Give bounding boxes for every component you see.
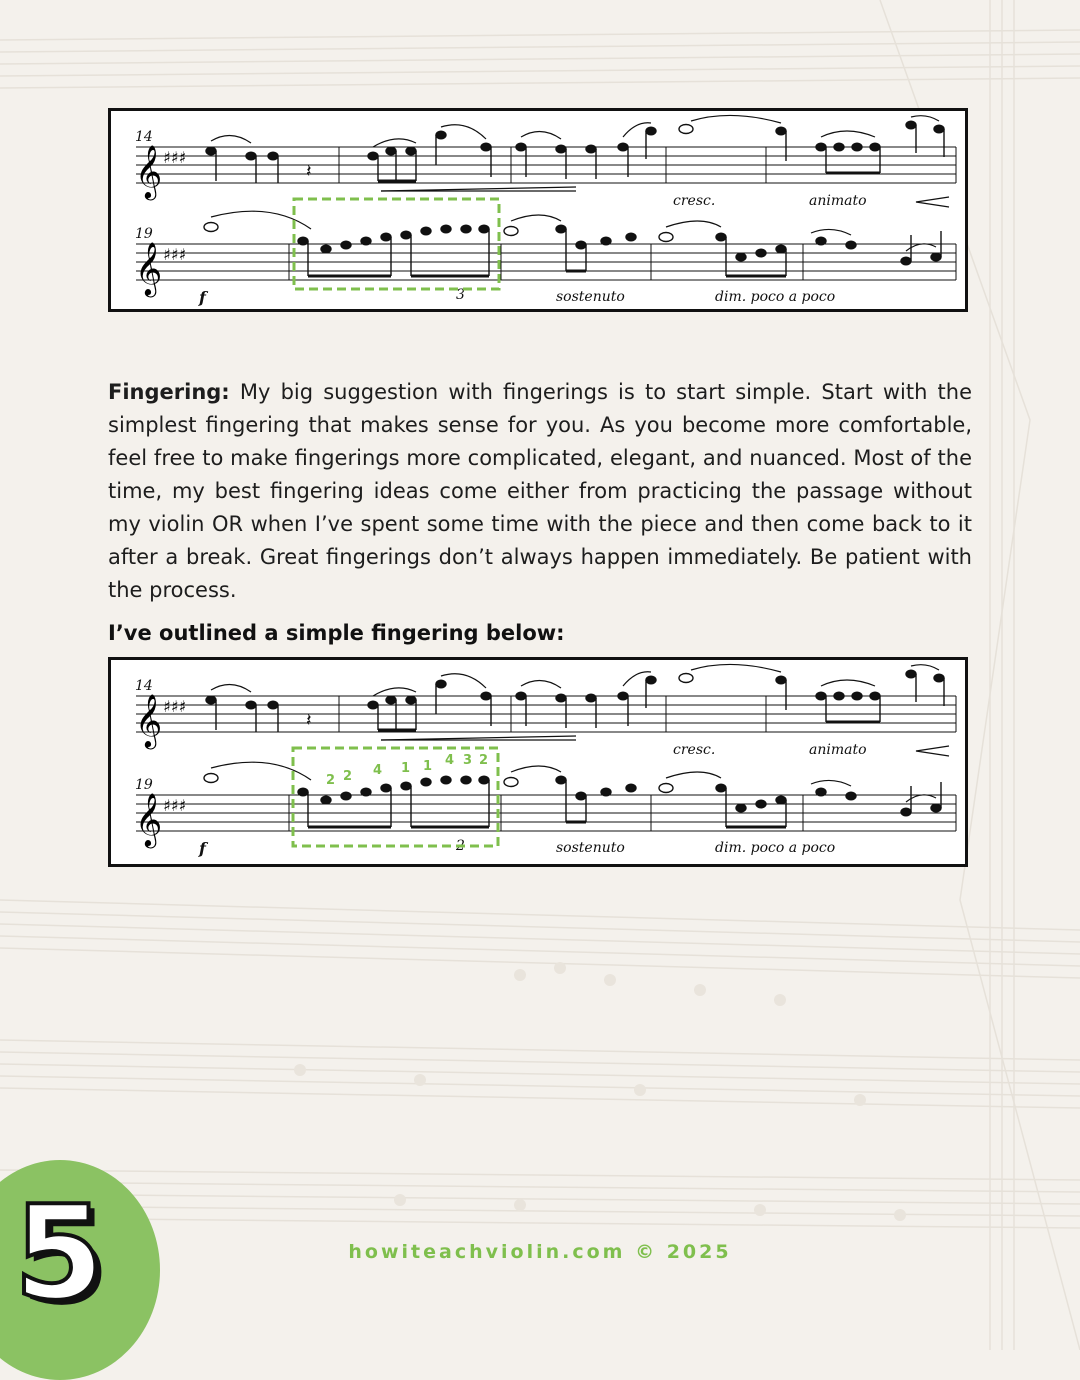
marking-animato: animato xyxy=(809,193,867,209)
measure-number-19: 19 xyxy=(135,777,153,793)
measure-number-14: 14 xyxy=(135,678,153,694)
fingering-number: 4 xyxy=(373,763,383,778)
footer-credit: howiteachviolin.com © 2025 xyxy=(348,1241,732,1263)
subheading: I’ve outlined a simple fingering below: xyxy=(108,621,565,645)
measure-number-19: 19 xyxy=(135,226,153,242)
page-number: 5 xyxy=(14,1177,105,1329)
fingering-number: 2 xyxy=(479,753,489,768)
marking-forte: f xyxy=(199,839,206,858)
svg-text:𝄽: 𝄽 xyxy=(306,161,312,182)
fingering-number: 3 xyxy=(463,753,473,768)
fingering-number: 1 xyxy=(423,759,433,774)
music-excerpt-fingered xyxy=(108,657,968,867)
marking-dim-poco-a-poco: dim. poco a poco xyxy=(715,289,836,305)
triplet-number: 3 xyxy=(456,287,465,303)
marking-sostenuto: sostenuto xyxy=(556,289,625,305)
marking-animato: animato xyxy=(809,742,867,758)
fingering-number: 2 xyxy=(326,773,336,788)
key-signature: ♯♯♯ xyxy=(163,245,187,264)
fingering-paragraph xyxy=(108,376,972,607)
notes-line-2 xyxy=(204,774,941,828)
fingering-number: 2 xyxy=(343,769,353,784)
key-signature: ♯♯♯ xyxy=(163,697,187,716)
paragraph-text: My big suggestion with fingerings is to start simple. Start with the simplest fingering that makes sense for you. As you become more comfortable, feel free to make fingerings more complicated, elegant, and nuanced. Most of the time, my best fingering ideas come either from practicing the passage without my violin OR when I’ve spent some time with the piece and then come back to it after a break. Great fingerings don’t always happen immediately. Be patient with the process. xyxy=(108,380,972,602)
marking-forte: f xyxy=(199,288,206,307)
treble-clef-icon: 𝄞 xyxy=(135,792,163,846)
treble-clef-icon: 𝄞 xyxy=(135,144,163,198)
fingering-number: 4 xyxy=(445,753,455,768)
music-excerpt-original xyxy=(108,108,968,312)
treble-clef-icon: 𝄞 xyxy=(135,693,163,747)
marking-cresc: cresc. xyxy=(673,742,716,758)
marking-dim-poco-a-poco: dim. poco a poco xyxy=(715,840,836,856)
key-signature: ♯♯♯ xyxy=(163,796,187,815)
svg-text:𝄽: 𝄽 xyxy=(306,710,312,731)
key-signature: ♯♯♯ xyxy=(163,148,187,167)
fingering-number: 1 xyxy=(401,761,411,776)
treble-clef-icon: 𝄞 xyxy=(135,241,163,295)
measure-number-14: 14 xyxy=(135,129,153,145)
paragraph-label: Fingering: xyxy=(108,380,230,404)
marking-sostenuto: sostenuto xyxy=(556,840,625,856)
notes-line-2 xyxy=(204,223,941,277)
tuplet-number: 2 xyxy=(456,838,465,854)
marking-cresc: cresc. xyxy=(673,193,716,209)
